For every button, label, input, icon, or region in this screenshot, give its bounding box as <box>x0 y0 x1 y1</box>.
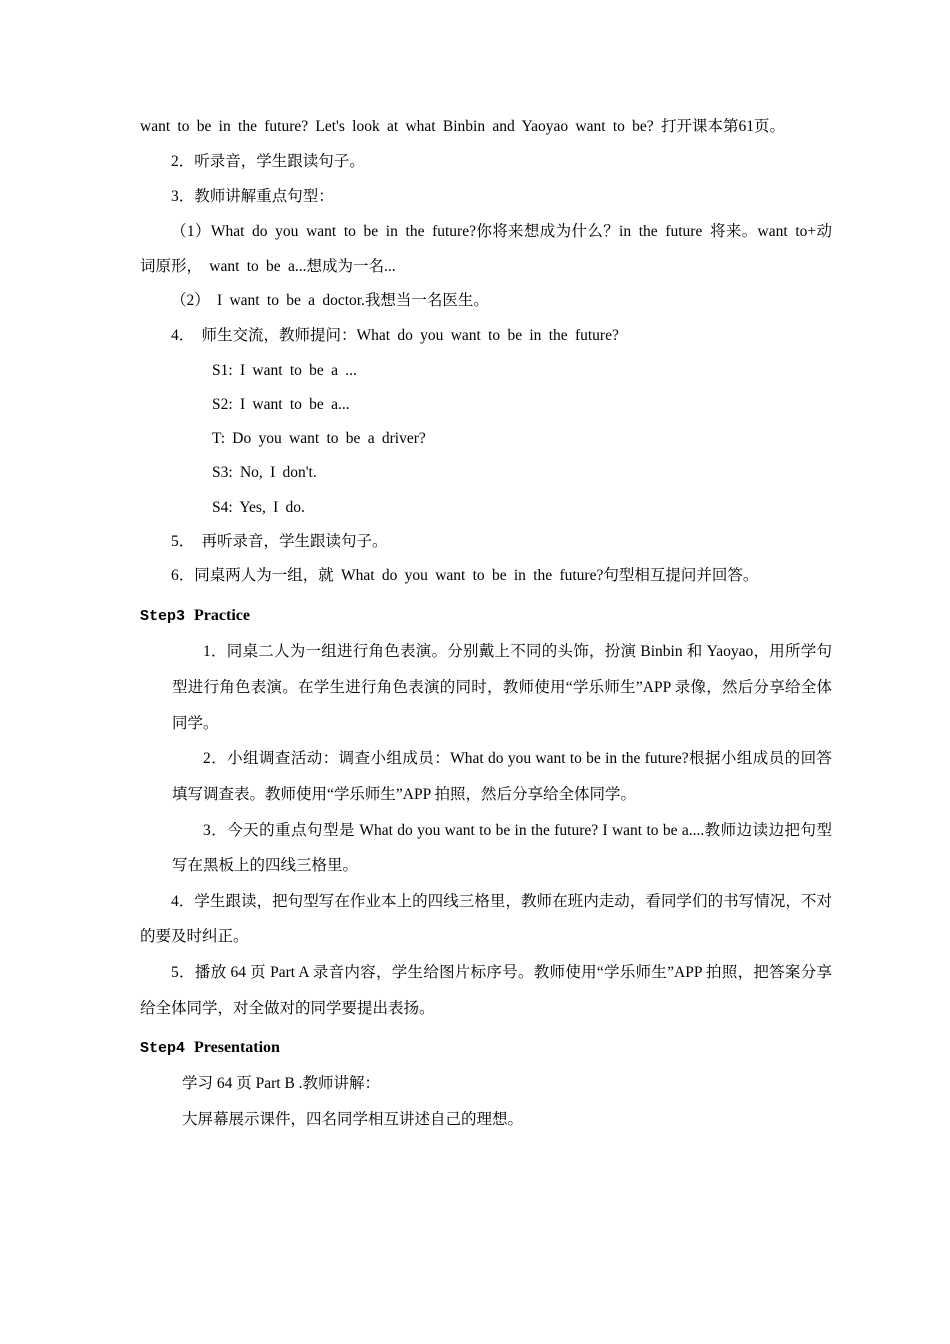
paragraph-practice-4: 4．学生跟读，把句型写在作业本上的四线三格里，教师在班内走动，看同学们的书写情况，不对的要及时纠正。 <box>140 892 832 946</box>
paragraph-step2-item4: 4． 师生交流，教师提问：What do you want to be in the future? <box>171 327 619 345</box>
paragraph-practice-5: 5．播放 64 页 Part A 录音内容，学生给图片标序号。教师使用“学乐师生”APP 拍照，把答案分享给全体同学，对全做对的同学要提出表扬。 <box>140 964 832 1017</box>
paragraph-step2-item6: 6．同桌两人为一组，就 What do you want to be in the future?句型相互提问并回答。 <box>171 567 759 585</box>
dialogue-line-t: T: Do you want to be a driver? <box>212 430 426 448</box>
heading-step4 <box>140 1030 832 1066</box>
heading-step4-title: Presentation <box>194 1039 280 1057</box>
dialogue-line-s2: S2: I want to be a... <box>212 396 350 414</box>
heading-step4-label: Step4 <box>140 1040 186 1058</box>
paragraph-intro: want to be in the future? Let's look at what Binbin and Yaoyao want to be? 打开课本第61页。 <box>140 118 785 135</box>
paragraph-presentation-2: 大屏幕展示课件，四名同学相互讲述自己的理想。 <box>182 1111 524 1129</box>
heading-step3 <box>140 598 832 634</box>
paragraph-practice-3: 3．今天的重点句型是 What do you want to be in the future? I want to be a....教师边读边把句型写在黑板上的四线三格里。 <box>172 821 832 875</box>
paragraph-presentation-1: 学习 64 页 Part B .教师讲解： <box>182 1075 381 1093</box>
heading-step3-label: Step3 <box>140 608 186 626</box>
paragraph-step2-item5: 5． 再听录音，学生跟读句子。 <box>171 532 388 550</box>
paragraph-step2-item2: 2．听录音，学生跟读句子。 <box>171 152 365 170</box>
dialogue-line-s1: S1: I want to be a ... <box>212 362 357 380</box>
document-body <box>140 110 832 1138</box>
paragraph-keypoint-2: （2） I want to be a doctor.我想当一名医生。 <box>171 292 489 310</box>
heading-step3-title: Practice <box>194 607 250 625</box>
paragraph-practice-1: 1．同桌二人为一组进行角色表演。分别戴上不同的头饰，扮演 Binbin 和 Yaoyao，用所学句型进行角色表演。在学生进行角色表演的同时，教师使用“学乐师生”APP 录像，然后分享给全体同学。 <box>172 643 832 732</box>
dialogue-line-s3: S3: No, I don't. <box>212 464 317 482</box>
dialogue-line-s4: S4: Yes, I do. <box>212 498 305 516</box>
paragraph-practice-2: 2．小组调查活动：调查小组成员：What do you want to be in the future?根据小组成员的回答填写调查表。教师使用“学乐师生”APP 拍照，然后分享给全体同学。 <box>172 750 832 803</box>
paragraph-keypoint-1: （1）What do you want to be in the future?你将来想成为什么？in the future 将来。want to+动词原形， want to be a...想成为一名... <box>140 222 832 275</box>
paragraph-step2-item3: 3．教师讲解重点句型： <box>171 187 334 205</box>
